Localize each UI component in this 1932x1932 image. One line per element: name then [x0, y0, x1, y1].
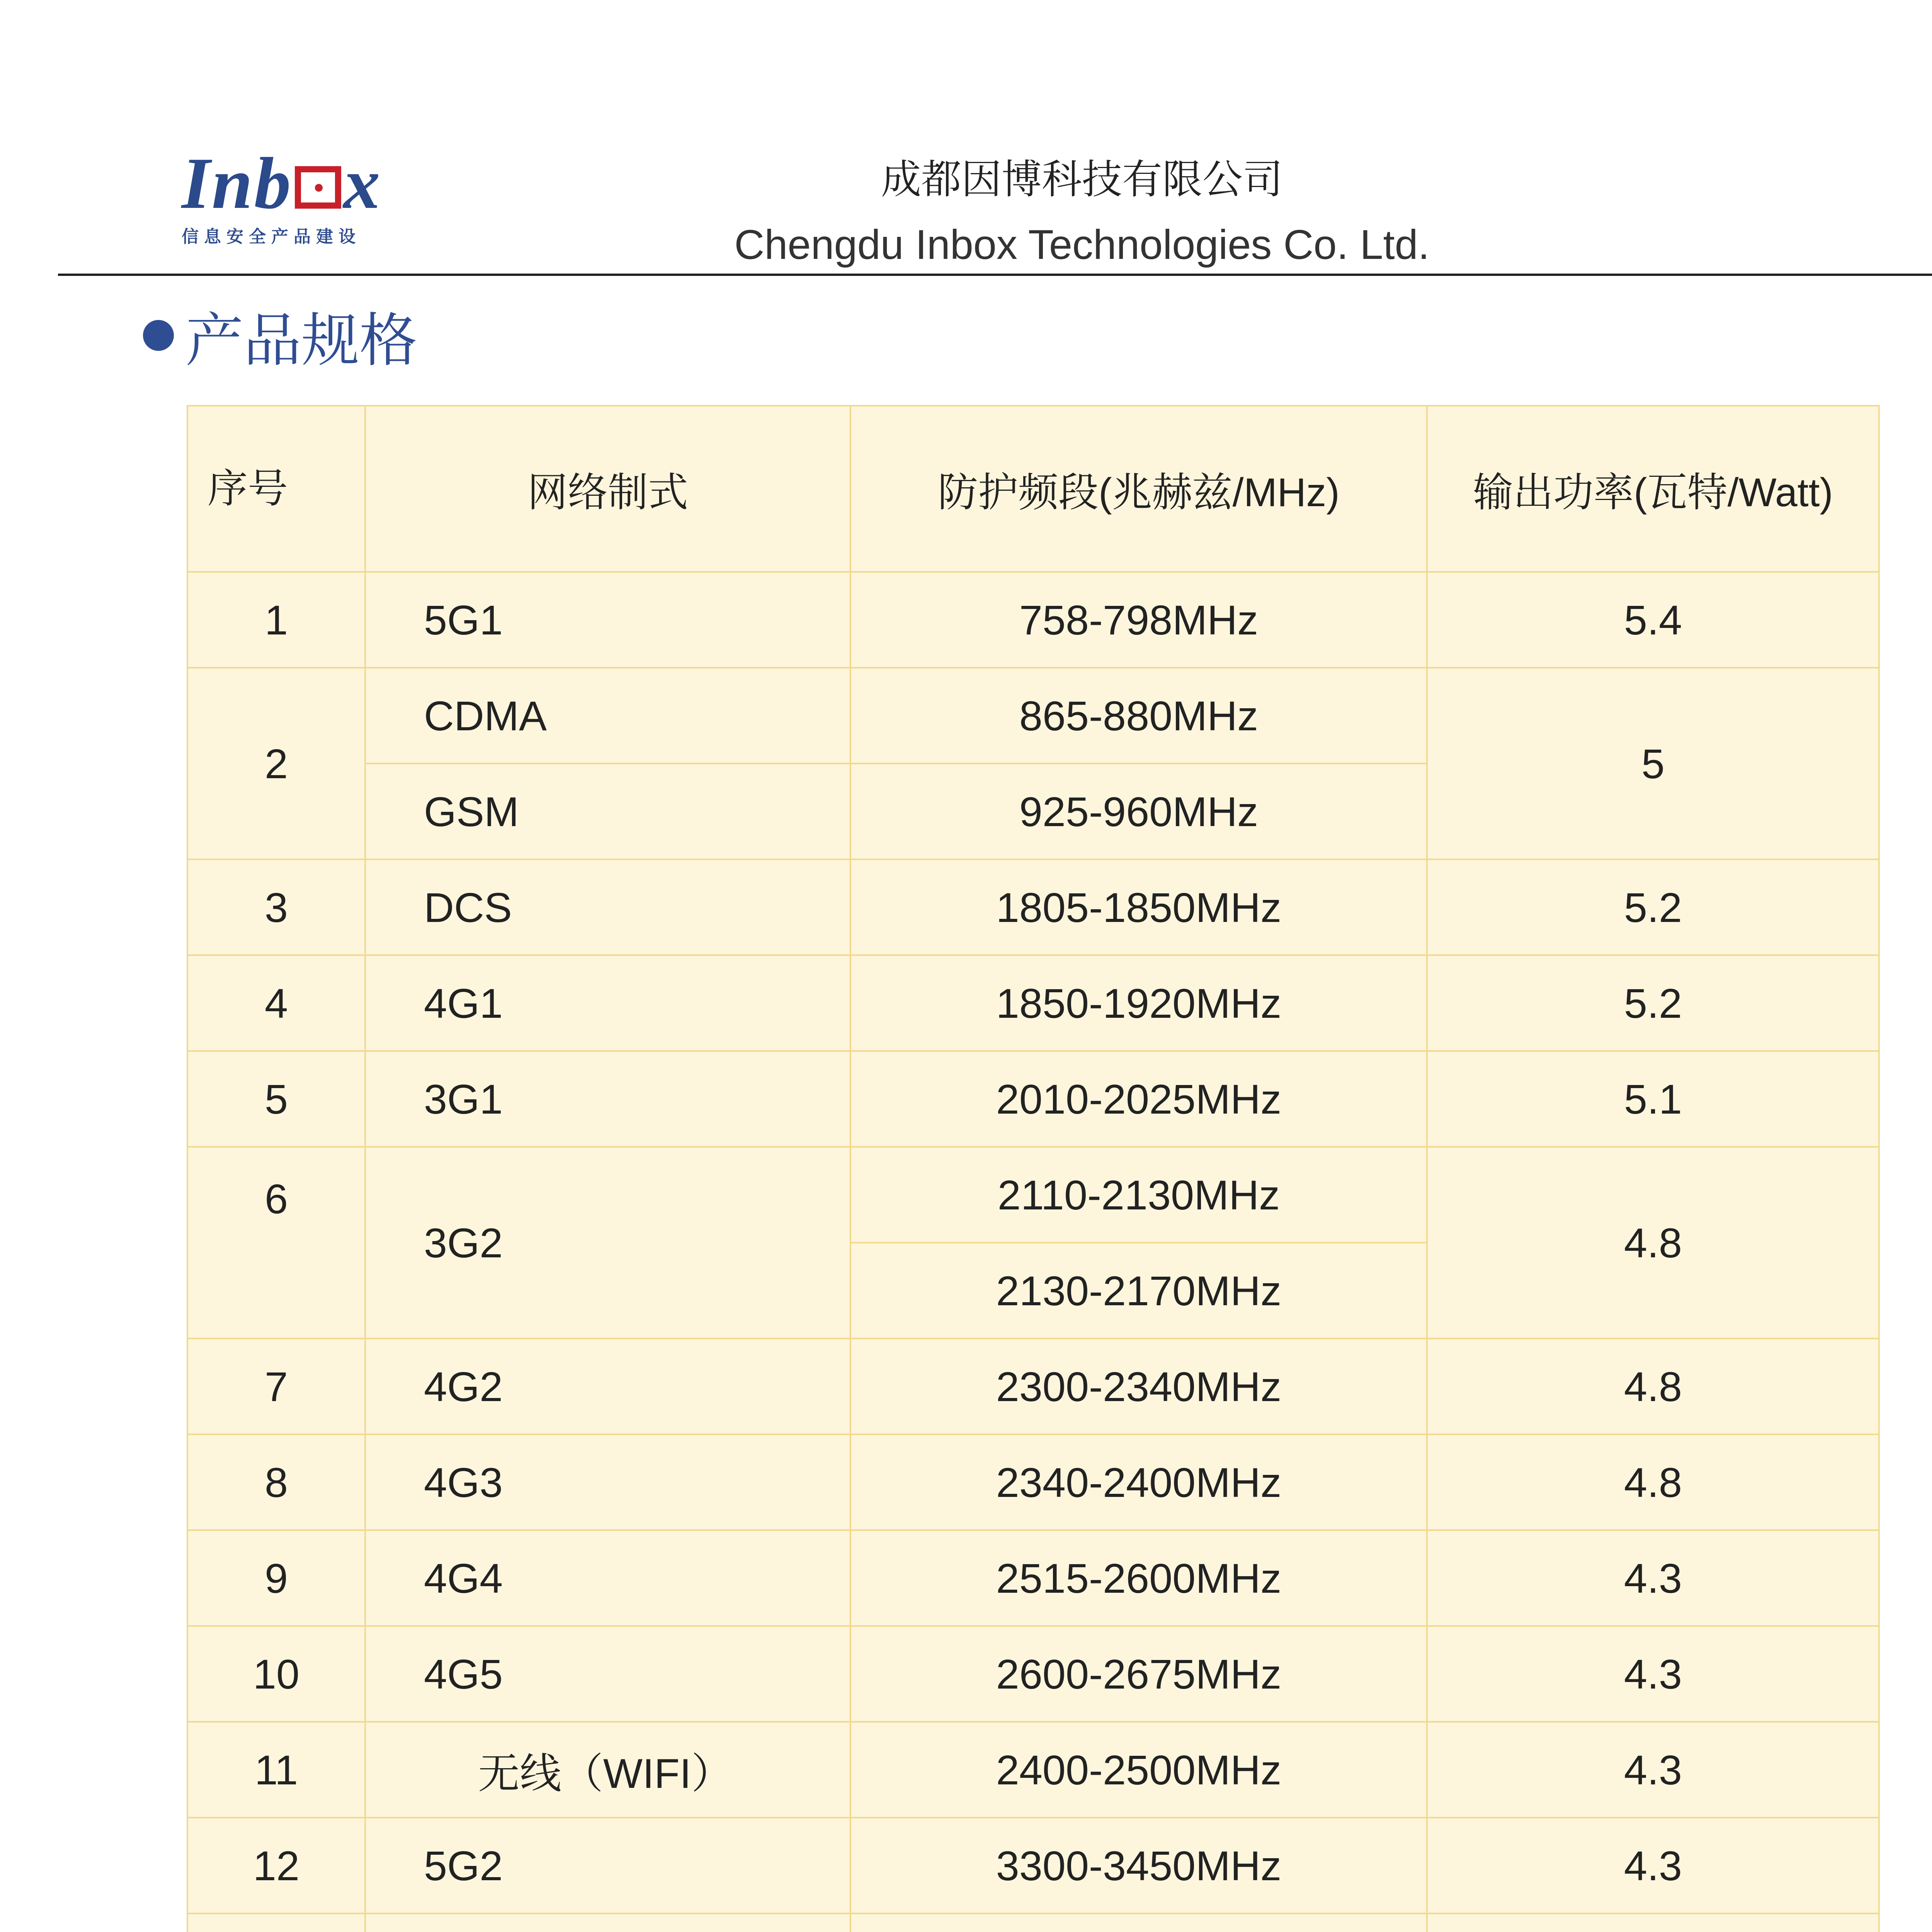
cell-band: 865-880MHz: [850, 668, 1427, 764]
section-title: 产品规格: [185, 307, 418, 374]
cell-network: 4G1: [365, 955, 850, 1051]
cell-no: 5: [187, 1051, 365, 1147]
cell-no: 4: [187, 955, 365, 1051]
cell-network: [365, 1913, 850, 1932]
bullet-icon: [143, 320, 174, 351]
cell-no: 2: [187, 668, 365, 859]
cell-band: 2010-2025MHz: [850, 1051, 1427, 1147]
company-header: [580, 147, 1584, 269]
cell-network: 无线（WIFI）: [365, 1722, 850, 1818]
cell-power: 4.3: [1427, 1818, 1879, 1913]
cell-band: 2300-2340MHz: [850, 1338, 1427, 1434]
table-row: [187, 955, 1879, 1051]
cell-network: 5G1: [365, 572, 850, 668]
logo-tagline: 信息安全产品建设: [182, 227, 361, 247]
logo-box-icon: [295, 166, 341, 209]
header-power: 输出功率(瓦特/Watt): [1427, 406, 1879, 572]
table-row: [187, 1051, 1879, 1147]
cell-no: 10: [187, 1626, 365, 1722]
table-row: [187, 572, 1879, 668]
table-row: [187, 1626, 1879, 1722]
cell-power: 4.3: [1427, 1722, 1879, 1818]
section-heading: [143, 294, 417, 377]
cell-network: 5G2: [365, 1818, 850, 1913]
cell-power: 5.2: [1427, 859, 1879, 955]
cell-power: 4.8: [1427, 1147, 1879, 1338]
cell-band: 2400-2500MHz: [850, 1722, 1427, 1818]
cell-power: 5.2: [1427, 955, 1879, 1051]
cell-no: [187, 1913, 365, 1932]
cell-no: 8: [187, 1434, 365, 1530]
table-row: [187, 1434, 1879, 1530]
table-row: [187, 668, 1879, 764]
cell-no: 1: [187, 572, 365, 668]
cell-power: 4.3: [1427, 1530, 1879, 1626]
table-header-row: [187, 406, 1879, 572]
cell-band: 2600-2675MHz: [850, 1626, 1427, 1722]
header-network: 网络制式: [365, 406, 850, 572]
logo-text-prefix: Inb: [182, 143, 293, 224]
cell-power: [1427, 1913, 1879, 1932]
table-row: [187, 1338, 1879, 1434]
table-row: [187, 1913, 1879, 1932]
cell-power: 5.4: [1427, 572, 1879, 668]
cell-no: 9: [187, 1530, 365, 1626]
logo-text-suffix: x: [343, 143, 382, 224]
cell-band: 1805-1850MHz: [850, 859, 1427, 955]
cell-network: 4G5: [365, 1626, 850, 1722]
cell-band: 2515-2600MHz: [850, 1530, 1427, 1626]
cell-network: GSM: [365, 764, 850, 859]
table-row: [187, 859, 1879, 955]
table-row: [187, 1530, 1879, 1626]
cell-network: CDMA: [365, 668, 850, 764]
cell-network: 3G1: [365, 1051, 850, 1147]
table-row: [187, 1818, 1879, 1913]
cell-no: 11: [187, 1722, 365, 1818]
cell-band: [850, 1913, 1427, 1932]
cell-power: 4.8: [1427, 1338, 1879, 1434]
header-band: 防护频段(兆赫兹/MHz): [850, 406, 1427, 572]
company-name-cn: 成都因博科技有限公司: [881, 156, 1283, 203]
cell-band: 1850-1920MHz: [850, 955, 1427, 1051]
cell-band: 3300-3450MHz: [850, 1818, 1427, 1913]
cell-band: 2130-2170MHz: [850, 1243, 1427, 1338]
table-row: [187, 1722, 1879, 1818]
cell-no: 7: [187, 1338, 365, 1434]
logo-wordmark: [182, 143, 429, 224]
cell-network: 4G4: [365, 1530, 850, 1626]
cell-band: 925-960MHz: [850, 764, 1427, 859]
header-divider: [58, 274, 1932, 276]
cell-power: 4.8: [1427, 1434, 1879, 1530]
cell-power: 5.1: [1427, 1051, 1879, 1147]
header-no: 序号: [187, 406, 365, 572]
cell-no: 6: [187, 1147, 365, 1338]
company-logo: [182, 143, 429, 247]
cell-no: 3: [187, 859, 365, 955]
cell-band: 2340-2400MHz: [850, 1434, 1427, 1530]
table-row: [187, 1147, 1879, 1243]
cell-no: 12: [187, 1818, 365, 1913]
cell-band: 2110-2130MHz: [850, 1147, 1427, 1243]
cell-network: 3G2: [365, 1147, 850, 1338]
cell-network: 4G3: [365, 1434, 850, 1530]
cell-band: 758-798MHz: [850, 572, 1427, 668]
cell-power: 5: [1427, 668, 1879, 859]
cell-network: DCS: [365, 859, 850, 955]
spec-table: [187, 405, 1880, 1932]
cell-network: 4G2: [365, 1338, 850, 1434]
cell-power: 4.3: [1427, 1626, 1879, 1722]
company-name-en: Chengdu Inbox Technologies Co. Ltd.: [734, 221, 1430, 268]
